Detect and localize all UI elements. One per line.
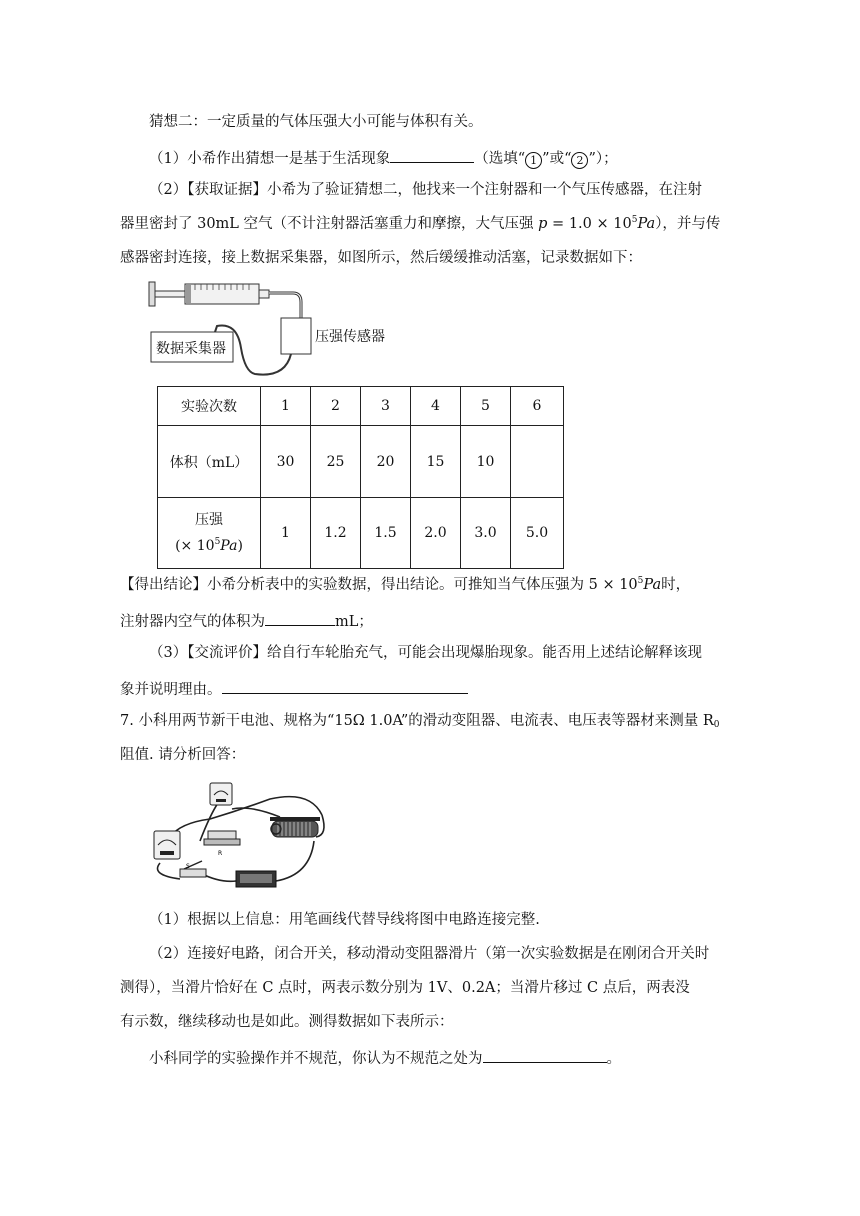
table-row xyxy=(158,426,564,498)
collector-label: 数据采集器 xyxy=(156,341,226,357)
q3-line2: 象并说明理由。 xyxy=(120,682,222,698)
unit-pa: Pa xyxy=(220,538,238,554)
table-cell: 1 xyxy=(261,387,311,426)
answer-blank[interactable] xyxy=(390,146,474,163)
q2-eq: = 1.0 × 10 xyxy=(547,216,632,232)
conclusion-line2-b: mL； xyxy=(335,614,373,630)
table-row xyxy=(158,387,564,426)
table-cell: 5.0 xyxy=(511,498,564,569)
table-cell: 3 xyxy=(361,387,411,426)
data-table xyxy=(157,386,564,569)
conclusion-line2-a: 注射器内空气的体积为 xyxy=(120,614,265,630)
problem-7-q2-line2: 测得），当滑片恰好在 C 点时，两表示数分别为 1V、0.2A；当滑片移过 C 点后，两表没 xyxy=(120,980,690,996)
circled-number-2: 2 xyxy=(571,152,588,169)
table-header-trials: 实验次数 xyxy=(158,387,261,426)
tube xyxy=(269,293,301,318)
problem-7-line2: 阻值. 请分析回答： xyxy=(120,747,246,763)
text-guess2: 猜想二：一定质量的气体压强大小可能与体积有关。 xyxy=(149,114,483,130)
conclusion-line1-a: 【得出结论】小希分析表中的实验数据，得出结论。可推知当气体压强为 5 × 10 xyxy=(120,577,638,593)
pressure-header-unit xyxy=(158,533,260,559)
table-row xyxy=(158,498,564,569)
table-cell: 1 xyxy=(261,498,311,569)
p7-line1-a: 7. 小科用两节新干电池、规格为“15Ω 1.0A”的滑动变阻器、电流表、电压表等器材来测量 R xyxy=(120,713,714,729)
sensor-label: 压强传感器 xyxy=(315,329,385,345)
table-cell: 1.5 xyxy=(361,498,411,569)
problem-7-q1: （1）根据以上信息：用笔画线代替导线将图中电路连接完整. xyxy=(149,912,540,928)
table-cell: 6 xyxy=(511,387,564,426)
conclusion-line2 xyxy=(120,609,373,632)
circled-number-1: 1 xyxy=(525,152,542,169)
q1-prefix: （1）小希作出猜想一是基于生活现象 xyxy=(149,151,391,167)
table-cell: 1.2 xyxy=(311,498,361,569)
question-3-line2 xyxy=(120,677,468,700)
q2-line2-a: 器里密封了 30mL 空气（不计注射器活塞重力和摩擦，大气压强 xyxy=(120,216,539,232)
answer-blank[interactable] xyxy=(222,677,468,694)
q2-line2-b: ），并与传 xyxy=(655,216,721,232)
question-2-line3: 感器密封连接，接上数据采集器，如图所示，然后缓缓推动活塞，记录数据如下： xyxy=(120,250,642,266)
plunger-handle xyxy=(149,282,155,306)
subscript-0: 0 xyxy=(713,720,720,730)
table-cell: 30 xyxy=(261,426,311,498)
answer-blank[interactable] xyxy=(265,609,335,626)
switch-icon xyxy=(180,869,206,877)
question-3-line1: （3）【交流评价】给自行车轮胎充气，可能会出现爆胎现象。能否用上述结论解释该现 xyxy=(149,645,702,661)
conclusion-line1-b: 时， xyxy=(661,577,691,593)
pressure-header-top: 压强 xyxy=(195,512,223,528)
unit-pa: Pa xyxy=(637,216,656,232)
exponent: 5 xyxy=(214,537,221,547)
plunger-rod xyxy=(155,291,185,297)
problem-7-q2-line3: 有示数，继续移动也是如此。测得数据如下表所示： xyxy=(120,1014,454,1030)
q1-mid: ”或“ xyxy=(542,151,572,167)
table-header-volume: 体积（mL） xyxy=(158,426,261,498)
svg-text:S: S xyxy=(186,863,190,870)
paren-open: (× 10 xyxy=(175,538,215,554)
q1-suffix-b: ”）； xyxy=(588,151,618,167)
symbol-p: p xyxy=(538,216,548,232)
answer-blank[interactable] xyxy=(483,1046,607,1063)
table-cell: 15 xyxy=(411,426,461,498)
piston xyxy=(185,285,191,303)
table-cell: 5 xyxy=(461,387,511,426)
table-cell: 10 xyxy=(461,426,511,498)
conclusion-line1 xyxy=(120,575,690,595)
table-header-pressure xyxy=(158,498,261,569)
table-cell: 20 xyxy=(361,426,411,498)
problem-7-line1 xyxy=(120,711,720,731)
paren-close: ) xyxy=(237,538,243,554)
exponent: 5 xyxy=(637,576,644,586)
table-cell: 3.0 xyxy=(461,498,511,569)
problem-7-q3 xyxy=(149,1046,621,1069)
question-1 xyxy=(149,146,618,169)
q1-suffix-a: （选填“ xyxy=(474,151,526,167)
table-cell: 25 xyxy=(311,426,361,498)
exponent: 5 xyxy=(631,215,638,225)
pressure-sensor-box xyxy=(281,318,311,354)
syringe-barrel xyxy=(185,284,259,304)
table-cell: 4 xyxy=(411,387,461,426)
table-cell[interactable] xyxy=(511,426,564,498)
question-2-line2 xyxy=(120,214,720,234)
unit-pa: Pa xyxy=(643,577,662,593)
svg-text:R: R xyxy=(218,850,223,857)
rheostat-icon xyxy=(272,821,318,837)
problem-7-q2-line1: （2）连接好电路，闭合开关，移动滑动变阻器滑片（第一次实验数据是在刚闭合开关时 xyxy=(149,946,710,962)
syringe-tip xyxy=(259,290,269,298)
circuit-figure xyxy=(140,775,330,895)
table-cell: 2 xyxy=(311,387,361,426)
p7q3-suffix: 。 xyxy=(606,1051,621,1067)
p7q3-prefix: 小科同学的实验操作并不规范，你认为不规范之处为 xyxy=(149,1051,483,1067)
question-2-line1: （2）【获取证据】小希为了验证猜想二，他找来一个注射器和一个气压传感器，在注射 xyxy=(149,182,702,198)
table-cell: 2.0 xyxy=(411,498,461,569)
